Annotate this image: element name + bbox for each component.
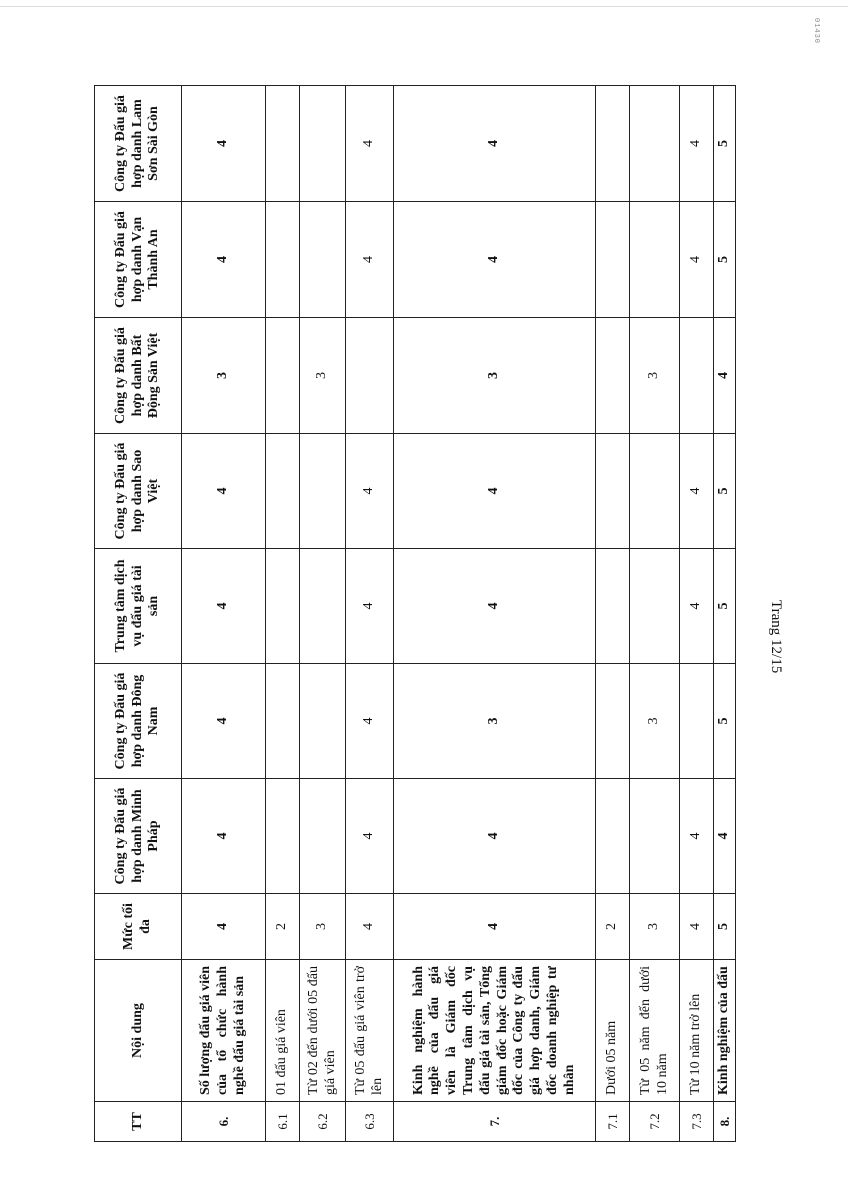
table-row xyxy=(596,86,630,1142)
max-score: 2 xyxy=(596,894,630,960)
score-cell xyxy=(596,779,630,894)
score-cell xyxy=(266,664,300,779)
score-cell xyxy=(630,86,680,202)
score-cell: 4 xyxy=(182,86,266,202)
row-number: 6. xyxy=(182,1102,266,1142)
score-cell: 4 xyxy=(182,202,266,318)
score-cell xyxy=(630,549,680,664)
max-score: 5 xyxy=(714,894,736,960)
score-cell: 3 xyxy=(182,318,266,434)
max-score: 4 xyxy=(680,894,714,960)
column-header: Mức tối đa xyxy=(95,894,182,960)
score-cell: 4 xyxy=(182,434,266,549)
score-cell: 4 xyxy=(680,779,714,894)
score-cell xyxy=(346,318,394,434)
score-cell: 5 xyxy=(714,549,736,664)
max-score: 2 xyxy=(266,894,300,960)
column-header: Công ty Đấu giá hợp danh Vạn Thành An xyxy=(95,202,182,318)
table-header-row xyxy=(95,86,182,1142)
score-cell xyxy=(300,202,346,318)
score-cell: 3 xyxy=(394,318,596,434)
row-content: Từ 02 đến dưới 05 đấu giá viên xyxy=(300,960,346,1102)
score-cell xyxy=(630,779,680,894)
score-cell xyxy=(300,779,346,894)
score-cell: 5 xyxy=(714,664,736,779)
score-cell xyxy=(596,86,630,202)
row-content: Dưới 05 năm xyxy=(596,960,630,1102)
row-content: Kinh nghiệm hành nghề của đấu giá viên là Giám đốc Trung tâm dịch vụ đấu giá tài sản, Tổng giám đốc hoặc Giám đốc của Công ty đấu giá hợp danh, Giám đốc doanh nghiệp tư nhân xyxy=(394,960,596,1102)
scan-stamp: 01430 xyxy=(812,18,820,45)
score-cell xyxy=(596,434,630,549)
score-cell xyxy=(680,664,714,779)
row-number: 6.1 xyxy=(266,1102,300,1142)
score-cell xyxy=(266,434,300,549)
score-cell: 4 xyxy=(346,86,394,202)
table-row xyxy=(680,86,714,1142)
column-header: Công ty Đấu giá hợp danh Minh Pháp xyxy=(95,779,182,894)
score-cell xyxy=(680,318,714,434)
max-score: 4 xyxy=(346,894,394,960)
score-cell xyxy=(266,86,300,202)
score-cell: 4 xyxy=(680,434,714,549)
column-header: Nội dung xyxy=(95,960,182,1102)
score-cell xyxy=(266,549,300,664)
column-header: Công ty Đấu giá hợp danh Lam Sơn Sài Gòn xyxy=(95,86,182,202)
rotated-page-content xyxy=(94,86,778,1142)
column-header: Trung tâm dịch vụ đấu giá tài sản xyxy=(95,549,182,664)
row-number: 6.2 xyxy=(300,1102,346,1142)
row-number: 7.3 xyxy=(680,1102,714,1142)
score-cell: 4 xyxy=(394,434,596,549)
max-score: 4 xyxy=(394,894,596,960)
score-cell: 4 xyxy=(714,779,736,894)
score-cell: 4 xyxy=(714,318,736,434)
score-cell: 4 xyxy=(182,779,266,894)
table-row xyxy=(630,86,680,1142)
max-score: 4 xyxy=(182,894,266,960)
score-cell: 4 xyxy=(346,779,394,894)
score-cell: 3 xyxy=(630,664,680,779)
score-cell xyxy=(596,549,630,664)
row-number: 7.1 xyxy=(596,1102,630,1142)
table-row xyxy=(300,86,346,1142)
score-cell xyxy=(596,202,630,318)
max-score: 3 xyxy=(300,894,346,960)
score-cell: 4 xyxy=(182,549,266,664)
score-cell xyxy=(596,318,630,434)
row-content: Kinh nghiệm của đấu xyxy=(714,960,736,1102)
row-content: Từ 05 năm đến dưới 10 năm xyxy=(630,960,680,1102)
row-content: 01 đấu giá viên xyxy=(266,960,300,1102)
row-number: 7.2 xyxy=(630,1102,680,1142)
score-cell: 4 xyxy=(680,86,714,202)
score-cell: 4 xyxy=(346,664,394,779)
table-row xyxy=(394,86,596,1142)
score-cell: 4 xyxy=(394,779,596,894)
score-cell: 4 xyxy=(680,549,714,664)
score-cell xyxy=(300,434,346,549)
score-cell: 4 xyxy=(182,664,266,779)
scan-edge-line xyxy=(0,6,848,7)
column-header: TT xyxy=(95,1102,182,1142)
row-number: 8. xyxy=(714,1102,736,1142)
score-cell: 4 xyxy=(394,549,596,664)
row-number: 6.3 xyxy=(346,1102,394,1142)
score-cell: 3 xyxy=(630,318,680,434)
score-cell: 3 xyxy=(300,318,346,434)
column-header: Công ty Đấu giá hợp danh Đông Nam xyxy=(95,664,182,779)
score-cell: 4 xyxy=(680,202,714,318)
score-cell: 5 xyxy=(714,86,736,202)
score-cell: 4 xyxy=(346,434,394,549)
evaluation-table xyxy=(94,85,736,1142)
row-number: 7. xyxy=(394,1102,596,1142)
score-cell xyxy=(300,664,346,779)
row-content: Số lượng đấu giá viên của tổ chức hành nghề đấu giá tài sản xyxy=(182,960,266,1102)
column-header: Công ty Đấu giá hợp danh Sao Việt xyxy=(95,434,182,549)
table-row xyxy=(182,86,266,1142)
score-cell xyxy=(630,202,680,318)
score-cell: 4 xyxy=(394,86,596,202)
score-cell: 3 xyxy=(394,664,596,779)
score-cell: 5 xyxy=(714,202,736,318)
score-cell: 4 xyxy=(346,202,394,318)
score-cell xyxy=(596,664,630,779)
score-cell xyxy=(266,318,300,434)
max-score: 3 xyxy=(630,894,680,960)
table-row xyxy=(266,86,300,1142)
score-cell: 4 xyxy=(394,202,596,318)
score-cell: 4 xyxy=(346,549,394,664)
score-cell xyxy=(300,549,346,664)
score-cell xyxy=(266,779,300,894)
score-cell: 5 xyxy=(714,434,736,549)
score-cell xyxy=(300,86,346,202)
page-number: Trang 12/15 xyxy=(768,600,784,674)
score-cell xyxy=(266,202,300,318)
column-header: Công ty Đấu giá hợp danh Bất Động Sản Việt xyxy=(95,318,182,434)
score-cell xyxy=(630,434,680,549)
table-row xyxy=(714,86,736,1142)
row-content: Từ 10 năm trở lên xyxy=(680,960,714,1102)
table-row xyxy=(346,86,394,1142)
row-content: Từ 05 đấu giá viên trở lên xyxy=(346,960,394,1102)
